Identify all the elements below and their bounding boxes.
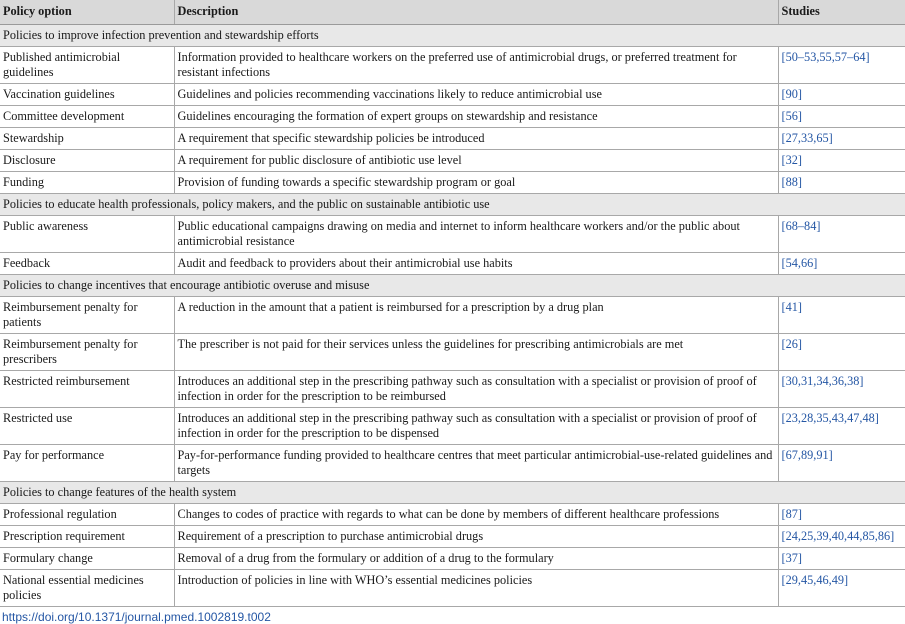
table-row <box>0 253 905 275</box>
policy-option-cell: Published antimicrobial guidelines <box>0 47 174 84</box>
studies-link[interactable]: [26] <box>778 334 905 371</box>
studies-link[interactable]: [24,25,39,40,44,85,86] <box>778 526 905 548</box>
studies-link[interactable]: [54,66] <box>778 253 905 275</box>
policy-option-cell: Prescription requirement <box>0 526 174 548</box>
table-row <box>0 445 905 482</box>
studies-link[interactable]: [23,28,35,43,47,48] <box>778 408 905 445</box>
table-row <box>0 334 905 371</box>
section-title: Policies to educate health professionals, policy makers, and the public on sustainable antibiotic use <box>0 194 905 216</box>
doi-link[interactable]: https://doi.org/10.1371/journal.pmed.1002819.t002 <box>2 610 271 624</box>
studies-link[interactable]: [68–84] <box>778 216 905 253</box>
studies-link[interactable]: [90] <box>778 84 905 106</box>
studies-link[interactable]: [29,45,46,49] <box>778 570 905 607</box>
header-row <box>0 0 905 25</box>
table-row <box>0 150 905 172</box>
policy-option-cell: Restricted reimbursement <box>0 371 174 408</box>
description-cell: Introduces an additional step in the prescribing pathway such as consultation with a specialist or provision of proof of infection in order for the prescription to be reimbursed <box>174 371 778 408</box>
description-cell: Changes to codes of practice with regards to what can be done by members of different healthcare professions <box>174 504 778 526</box>
policy-option-cell: Reimbursement penalty for patients <box>0 297 174 334</box>
studies-link[interactable]: [56] <box>778 106 905 128</box>
section-title: Policies to improve infection prevention and stewardship efforts <box>0 25 905 47</box>
section-title: Policies to change features of the health system <box>0 482 905 504</box>
description-cell: Public educational campaigns drawing on media and internet to inform healthcare workers and/or the public about antimicrobial resistance <box>174 216 778 253</box>
table-row <box>0 47 905 84</box>
header-policy-option: Policy option <box>0 0 174 25</box>
studies-link[interactable]: [50–53,55,57–64] <box>778 47 905 84</box>
policy-option-cell: Stewardship <box>0 128 174 150</box>
section-row <box>0 194 905 216</box>
studies-link[interactable]: [87] <box>778 504 905 526</box>
description-cell: Removal of a drug from the formulary or addition of a drug to the formulary <box>174 548 778 570</box>
section-row <box>0 482 905 504</box>
section-row <box>0 275 905 297</box>
description-cell: Introduces an additional step in the prescribing pathway such as consultation with a specialist or provision of proof of infection in order for the prescription to be dispensed <box>174 408 778 445</box>
description-cell: A requirement for public disclosure of antibiotic use level <box>174 150 778 172</box>
table-row <box>0 408 905 445</box>
table-row <box>0 172 905 194</box>
table-row <box>0 128 905 150</box>
policy-option-cell: Funding <box>0 172 174 194</box>
description-cell: Pay-for-performance funding provided to healthcare centres that meet particular antimicrobial-use-related guidelines and targets <box>174 445 778 482</box>
policy-option-cell: Professional regulation <box>0 504 174 526</box>
description-cell: A reduction in the amount that a patient is reimbursed for a prescription by a drug plan <box>174 297 778 334</box>
policy-option-cell: Restricted use <box>0 408 174 445</box>
description-cell: Guidelines encouraging the formation of expert groups on stewardship and resistance <box>174 106 778 128</box>
policy-option-cell: Formulary change <box>0 548 174 570</box>
studies-link[interactable]: [30,31,34,36,38] <box>778 371 905 408</box>
table-row <box>0 504 905 526</box>
table-row <box>0 548 905 570</box>
policy-option-cell: National essential medicines policies <box>0 570 174 607</box>
table-row <box>0 570 905 607</box>
table-row <box>0 84 905 106</box>
table-row <box>0 106 905 128</box>
section-title: Policies to change incentives that encourage antibiotic overuse and misuse <box>0 275 905 297</box>
studies-link[interactable]: [88] <box>778 172 905 194</box>
description-cell: Requirement of a prescription to purchase antimicrobial drugs <box>174 526 778 548</box>
description-cell: A requirement that specific stewardship policies be introduced <box>174 128 778 150</box>
studies-link[interactable]: [37] <box>778 548 905 570</box>
policy-option-cell: Disclosure <box>0 150 174 172</box>
description-cell: Provision of funding towards a specific stewardship program or goal <box>174 172 778 194</box>
policy-option-cell: Committee development <box>0 106 174 128</box>
studies-link[interactable]: [41] <box>778 297 905 334</box>
table-row <box>0 371 905 408</box>
header-studies: Studies <box>778 0 905 25</box>
header-description: Description <box>174 0 778 25</box>
policy-option-cell: Reimbursement penalty for prescribers <box>0 334 174 371</box>
description-cell: Introduction of policies in line with WHO’s essential medicines policies <box>174 570 778 607</box>
description-cell: The prescriber is not paid for their services unless the guidelines for prescribing antimicrobials are met <box>174 334 778 371</box>
policy-option-cell: Pay for performance <box>0 445 174 482</box>
studies-link[interactable]: [32] <box>778 150 905 172</box>
policy-option-cell: Public awareness <box>0 216 174 253</box>
table-row <box>0 526 905 548</box>
policy-option-cell: Vaccination guidelines <box>0 84 174 106</box>
description-cell: Audit and feedback to providers about their antimicrobial use habits <box>174 253 778 275</box>
section-row <box>0 25 905 47</box>
table-row <box>0 297 905 334</box>
policy-option-cell: Feedback <box>0 253 174 275</box>
studies-link[interactable]: [27,33,65] <box>778 128 905 150</box>
table-row <box>0 216 905 253</box>
description-cell: Information provided to healthcare workers on the preferred use of antimicrobial drugs, or preferred treatment for resistant infections <box>174 47 778 84</box>
studies-link[interactable]: [67,89,91] <box>778 445 905 482</box>
description-cell: Guidelines and policies recommending vaccinations likely to reduce antimicrobial use <box>174 84 778 106</box>
